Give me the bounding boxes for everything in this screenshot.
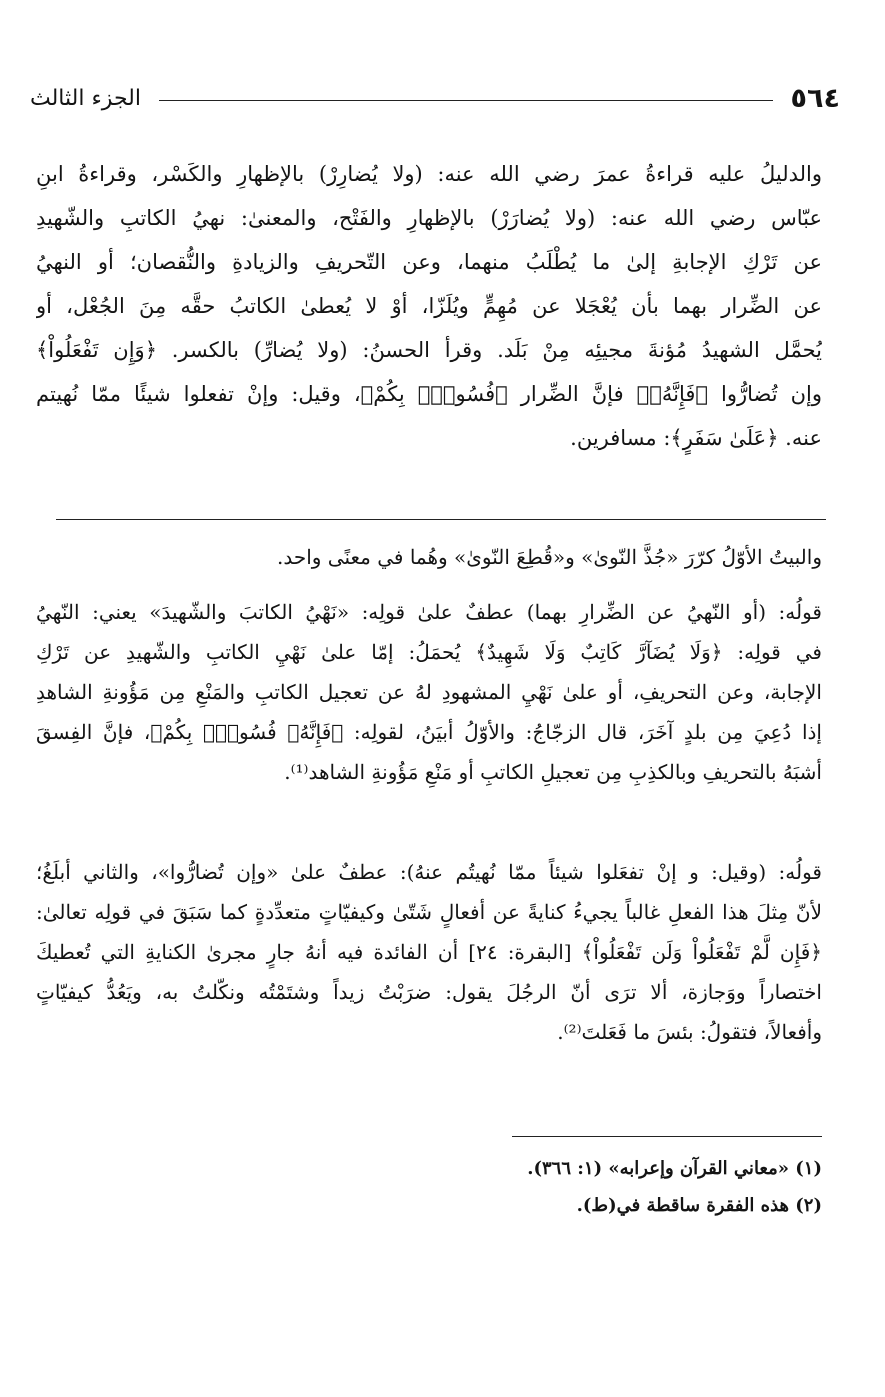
main-text-line: وإن تُضارُّوا ﴿فَإِنَّهُۥ﴾ فإنَّ الضِّرار ﴿فُسُوقٌۢ بِكُمْ﴾، وقيل: وإنْ تفعلوا شيئًا ممّا نُهيتم (36, 382, 822, 406)
commentary-line: قولُه: (وقيل: و إنْ تفعَلوا شيئاً ممّا نُهيتُم عنهُ): عطفٌ علىٰ «وإن تُضارُّوا»، والثاني أبلَغُ؛ (36, 860, 822, 884)
footnote-2: (٢) هذه الفقرة ساقطة في(ط). (576, 1195, 822, 1216)
commentary-paragraph (36, 592, 822, 792)
running-header (30, 78, 840, 118)
footnote-1: (١) «معاني القرآن وإعرابه» (١: ٣٦٦). (527, 1158, 822, 1179)
main-text-line: والدليلُ عليه قراءةُ عمرَ رضي الله عنه: (ولا يُضارِرْ) بالإظهارِ والكَسْر، وقراءةُ ابنِ (36, 162, 822, 186)
main-text-line: عنه. ﴿عَلَىٰ سَفَرٍ﴾: مسافرين. (570, 426, 822, 450)
commentary-line: والبيتُ الأوّلُ كرّرَ «جُذَّ النّوىٰ» و«قُطِعَ النّوىٰ» وهُما في معنًى واحد. (277, 545, 822, 569)
main-text-line: عن تَرْكِ الإجابةِ إلىٰ ما يُطْلَبُ منهما، وعن التّحريفِ والزيادةِ والنُّقصان؛ أو النهيُ (36, 250, 822, 274)
volume-title: الجزء الثالث (30, 85, 141, 111)
header-rule (159, 100, 773, 101)
main-text-line: عن الضِّرار بهما بأن يُعْجَلا عن مُهِمٍّ ويُلَزّا، أوْ لا يُعطىٰ الكاتبُ حقَّه مِنَ الجُعْل، أو (36, 294, 822, 318)
commentary-line: ﴿فَإِن لَّمْ تَفْعَلُواْ وَلَن تَفْعَلُواْ﴾ [البقرة: ٢٤] أن الفائدة فيه أنهُ جارٍ مجرىٰ الكنايةِ التي تُعطيكَ (36, 940, 822, 964)
commentary-paragraph (36, 852, 822, 1052)
main-text-line: عبّاس رضي الله عنه: (ولا يُضارَرْ) بالإظهارِ والفَتْح، والمعنىٰ: نهيُ الكاتبِ والشّهيدِ (36, 206, 822, 230)
commentary-line: اختصاراً ووَجازة، ألا ترَى أنّ الرجُلَ يقول: ضرَبْتُ زيداً وشتَمْتُه ونكّلتُ به، ويَعُدُّ كيفيّاتٍ (36, 980, 822, 1004)
page-number: ٥٦٤ (790, 82, 840, 114)
commentary-line: أشبَهُ بالتحريفِ وبالكذِبِ مِن تعجيلِ الكاتبِ أو مَنْعِ مَؤُونةِ الشاهد⁽¹⁾. (284, 760, 822, 784)
commentary-line: قولُه: (أو النّهيُ عن الضِّرارِ بهما) عطفٌ علىٰ قولِه: «نَهْيُ الكاتبَ والشّهيدَ» يعني: النّهيُ (36, 600, 822, 624)
commentary-line: في قولِه: ﴿وَلَا يُضَآرَّ كَاتِبٌ وَلَا شَهِيدٌ﴾ يُحمَلُ: إمّا علىٰ نَهْيِ الكاتبِ والشّهيدِ عن تَرْكِ (36, 640, 822, 664)
commentary-line: وأفعالاً، فتقولُ: بئسَ ما فَعَلتَ⁽²⁾. (557, 1020, 822, 1044)
commentary-line: الإجابة، وعن التحريفِ، أو علىٰ نَهْيِ المشهودِ لهُ عن تعجيل الكاتبِ والمَنْعِ مِن مَؤُونةِ الشاهدِ (36, 680, 822, 704)
main-text-line: يُحمَّل الشهيدُ مُؤنةَ مجيئِه مِنْ بَلَد. وقرأ الحسنُ: (ولا يُضارِّ) بالكسر. ﴿وَإِن تَفْعَلُواْ﴾ (36, 338, 822, 362)
footnotes (36, 1150, 822, 1224)
commentary-paragraph (36, 537, 822, 577)
main-commentary-separator (56, 519, 826, 520)
commentary-line: لأنّ مِثلَ هذا الفعلِ غالباً يجيءُ كنايةً عن أفعالٍ شَتّىٰ وكيفيّاتٍ متعدِّدةٍ كما سَبَقَ في قولِه تعالىٰ: (36, 900, 822, 924)
main-text (36, 152, 822, 460)
footnote-rule (512, 1136, 822, 1137)
commentary-line: إذا دُعِيَ مِن بلدٍ آخَرَ، قال الزجّاجُ: والأوّلُ أبيَنُ، لقولِه: ﴿فَإِنَّهُۥ فُسُوقٌۢ بِكُمْ﴾، فإنَّ الفِسقَ (36, 720, 822, 744)
